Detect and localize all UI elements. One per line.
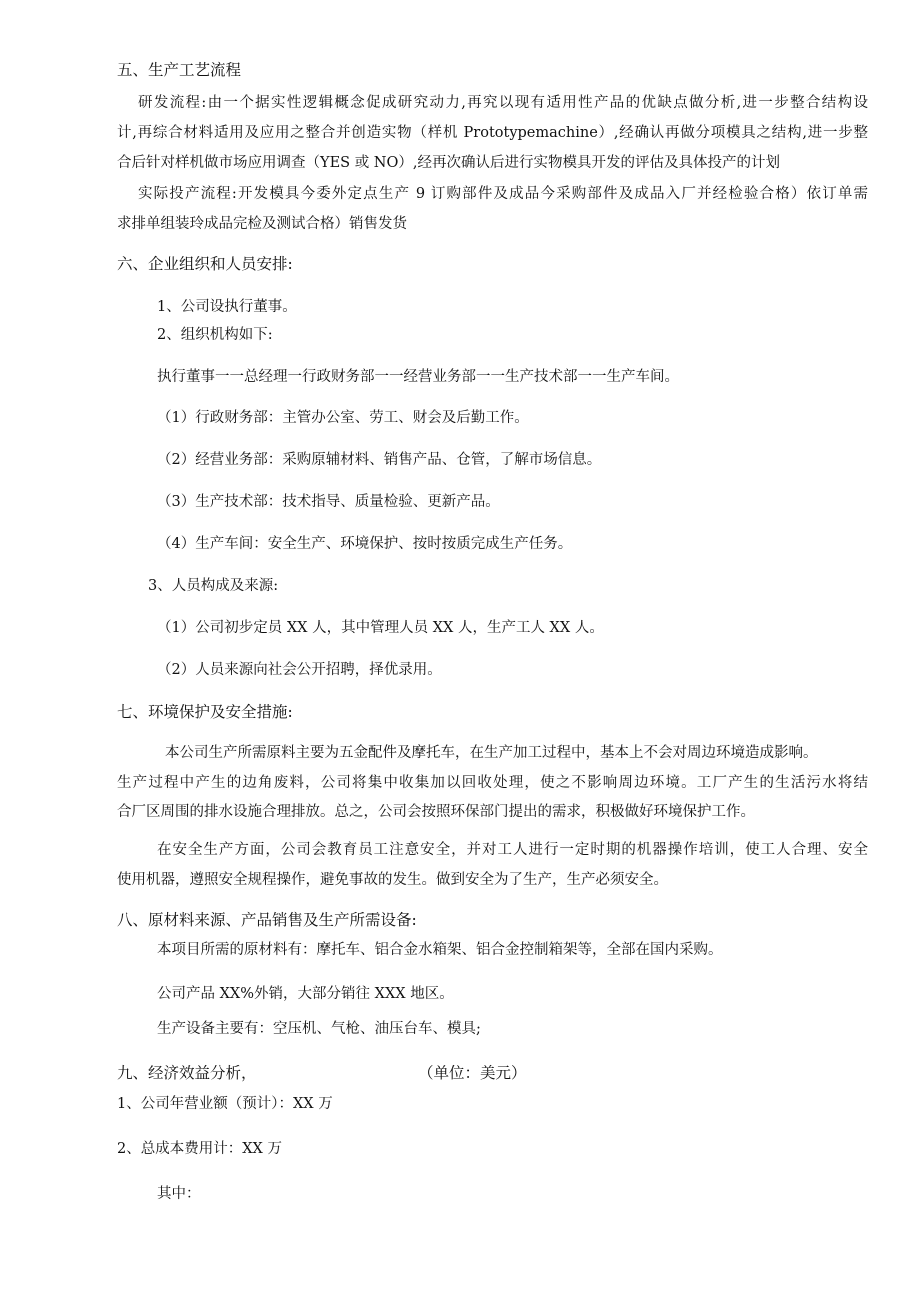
org-chain: 执行董事一一总经理一行政财务部一一经营业务部一一生产技术部一一生产车间。 (157, 369, 679, 385)
list-item: （1）行政财务部：主管办公室、劳工、财会及后勤工作。 (157, 410, 529, 426)
paragraph-line: 计,再综合材料适用及应用之整合并创造实物（样机 Prototypemachine）,经确认再做分项模具之结构,进一步整 (117, 125, 868, 141)
paragraph-line: 实际投产流程:开发模具今委外定点生产 9 订购部件及成品今采购部件及成品入厂并经检验合格）依订单需 (138, 186, 868, 202)
list-item: 3、人员构成及来源: (148, 578, 279, 594)
paragraph-line: 公司产品 XX%外销，大部分销往 XXX 地区。 (157, 986, 454, 1002)
paragraph-line: 其中： (157, 1186, 201, 1202)
paragraph-line: 研发流程:由一个据实性逻辑概念促成研究动力,再究以现有适用性产品的优缺点做分析,进一步整合结构设 (138, 95, 868, 111)
section-heading: 九、经济效益分析， (117, 1064, 257, 1082)
section-heading: 七、环境保护及安全措施: (117, 703, 293, 721)
paragraph-line: 生产过程中产生的边角废料，公司将集中收集加以回收处理，使之不影响周边环境。工厂产生的生活污水将结 (117, 775, 868, 791)
paragraph-line: 本公司生产所需原料主要为五金配件及摩托车，在生产加工过程中，基本上不会对周边环境造成影响。 (165, 745, 818, 761)
paragraph-line: 合厂区周围的排水设施合理排放。总之，公司会按照环保部门提出的需求，积极做好环境保护工作。 (117, 804, 755, 820)
list-item: （2）经营业务部：采购原辅材料、销售产品、仓管，了解市场信息。 (157, 452, 602, 468)
list-item: 2、总成本费用计：XX 万 (117, 1141, 282, 1157)
section-heading: 六、企业组织和人员安排: (117, 255, 293, 273)
list-item: 1、公司年营业额（预计）：XX 万 (117, 1096, 333, 1112)
list-item: 1、公司设执行董事。 (157, 299, 297, 315)
paragraph-line: 生产设备主要有：空压机、气枪、油压台车、模具; (157, 1021, 481, 1037)
list-item: （1）公司初步定员 XX 人，其中管理人员 XX 人，生产工人 XX 人。 (157, 620, 604, 636)
section-heading: 八、原材料来源、产品销售及生产所需设备: (117, 911, 417, 929)
list-item: （4）生产车间：安全生产、环境保护、按时按质完成生产任务。 (157, 536, 573, 552)
list-item: （3）生产技术部：技术指导、质量检验、更新产品。 (157, 494, 500, 510)
list-item: （2）人员来源向社会公开招聘，择优录用。 (157, 662, 442, 678)
paragraph-line: 求排单组装玲成品完检及测试合格）销售发货 (117, 216, 407, 232)
paragraph-line: 使用机器，遵照安全规程操作，避免事故的发生。做到安全为了生产，生产必须安全。 (117, 872, 668, 888)
paragraph-line: 合后针对样机做市场应用调查（YES 或 NO）,经再次确认后进行实物模具开发的评估及具体投产的计划 (117, 155, 780, 171)
section-heading: 五、生产工艺流程 (117, 61, 242, 79)
list-item: 2、组织机构如下: (157, 327, 273, 343)
unit-label: （单位：美元） (418, 1064, 527, 1082)
paragraph-line: 本项目所需的原材料有：摩托车、铝合金水箱架、铝合金控制箱架等，全部在国内采购。 (157, 942, 723, 958)
paragraph-line: 在安全生产方面，公司会教育员工注意安全，并对工人进行一定时期的机器操作培训，使工人合理、安全 (157, 842, 868, 858)
